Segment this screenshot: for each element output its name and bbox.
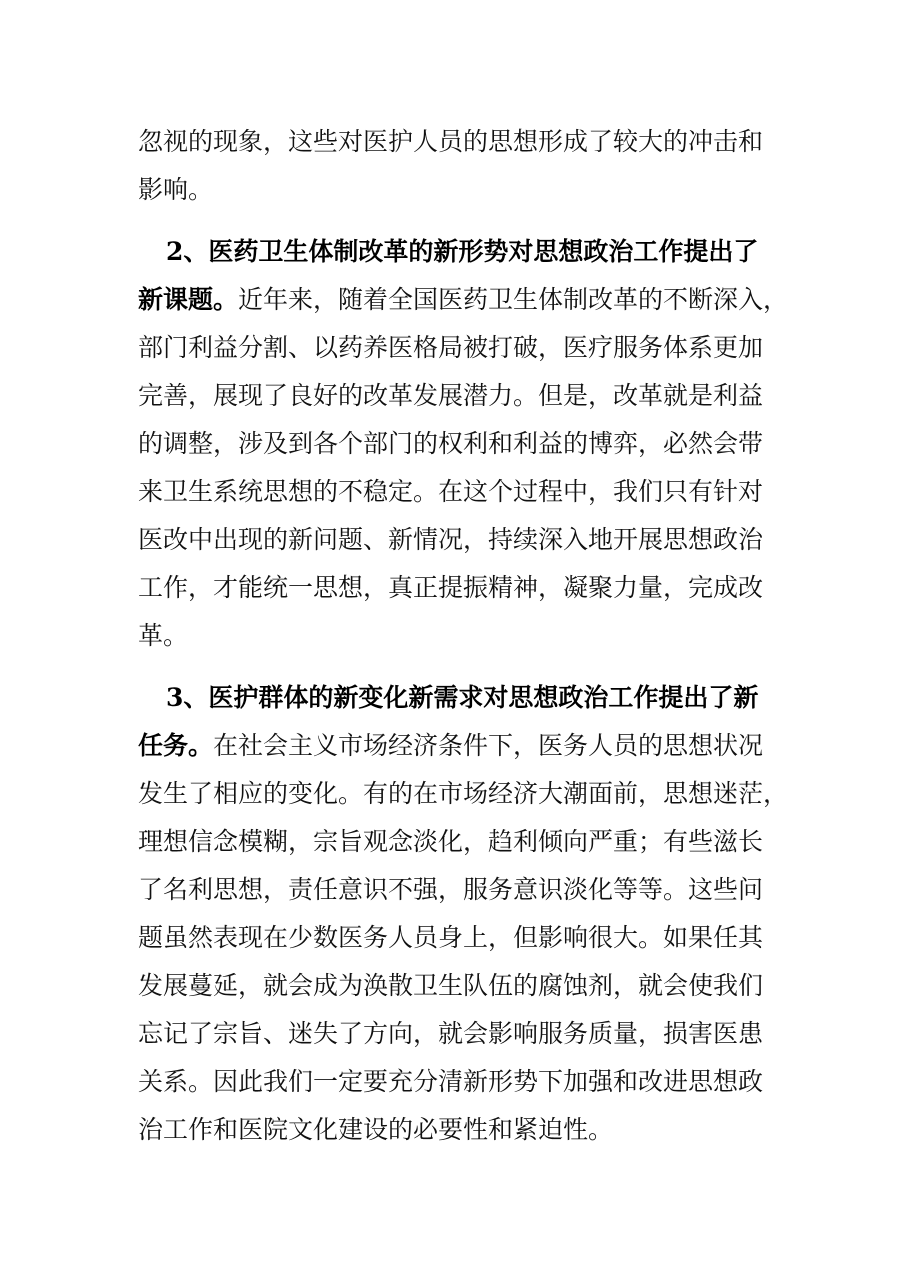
section-2-line [138, 424, 778, 464]
text-segment: 部门利益分割、以药养医格局被打破，医疗服务体系更加 [138, 333, 764, 362]
text-segment: 发生了相应的变化。有的在市场经济大潮面前，思想迷茫， [138, 779, 789, 808]
section-2-line [138, 280, 789, 320]
bold-text-segment: 3、医护群体的新变化新需求对思想政治工作提出了新 [166, 683, 759, 712]
bold-text-segment: 任务。 [138, 731, 214, 760]
text-segment: 来卫生系统思想的不稳定。在这个过程中，我们只有针对 [138, 477, 764, 506]
section-3-line [138, 918, 778, 958]
text-segment: 革。 [138, 621, 189, 650]
paragraph-1-line [138, 122, 778, 162]
section-3-line [138, 966, 778, 1006]
section-2-line [138, 328, 778, 368]
text-segment: 工作，才能统一思想，真正提振精神，凝聚力量，完成改 [138, 573, 764, 602]
text-segment: 完善，展现了良好的改革发展潜力。但是，改革就是利益 [138, 381, 764, 410]
section-2-line [138, 376, 778, 416]
paragraph-1-line [138, 170, 778, 210]
text-segment: 近年来，随着全国医药卫生体制改革的不断深入， [238, 285, 789, 314]
text-segment: 理想信念模糊，宗旨观念淡化，趋利倾向严重；有些滋长 [138, 827, 764, 856]
text-segment: 的调整，涉及到各个部门的权利和利益的博弈，必然会带 [138, 429, 764, 458]
section-2-line [138, 568, 778, 608]
text-segment: 忽视的现象，这些对医护人员的思想形成了较大的冲击和 [138, 127, 764, 156]
section-3-line [138, 822, 778, 862]
bold-text-segment: 2、医药卫生体制改革的新形势对思想政治工作提出了 [166, 237, 759, 266]
text-segment: 关系。因此我们一定要充分清新形势下加强和改进思想政 [138, 1067, 764, 1096]
section-3-line [138, 870, 778, 910]
section-3-line [138, 726, 778, 766]
text-segment: 了名利思想，责任意识不强，服务意识淡化等等。这些问 [138, 875, 764, 904]
text-segment: 影响。 [138, 175, 214, 204]
section-2-line [138, 616, 778, 656]
text-segment: 发展蔓延，就会成为涣散卫生队伍的腐蚀剂，就会使我们 [138, 971, 764, 1000]
section-3-heading [166, 678, 806, 718]
section-3-line [138, 1110, 778, 1150]
section-3-line [138, 1014, 778, 1054]
text-segment: 题虽然表现在少数医务人员身上，但影响很大。如果任其 [138, 923, 764, 952]
text-segment: 忘记了宗旨、迷失了方向，就会影响服务质量，损害医患 [138, 1019, 764, 1048]
section-3-line [138, 774, 789, 814]
text-segment: 在社会主义市场经济条件下，医务人员的思想状况 [213, 731, 764, 760]
section-2-line [138, 472, 778, 512]
text-segment: 医改中出现的新问题、新情况，持续深入地开展思想政治 [138, 525, 764, 554]
section-2-heading [166, 232, 806, 272]
section-3-line [138, 1062, 778, 1102]
text-segment: 治工作和医院文化建设的必要性和紧迫性。 [138, 1115, 614, 1144]
section-2-line [138, 520, 778, 560]
bold-text-segment: 新课题。 [138, 285, 239, 314]
